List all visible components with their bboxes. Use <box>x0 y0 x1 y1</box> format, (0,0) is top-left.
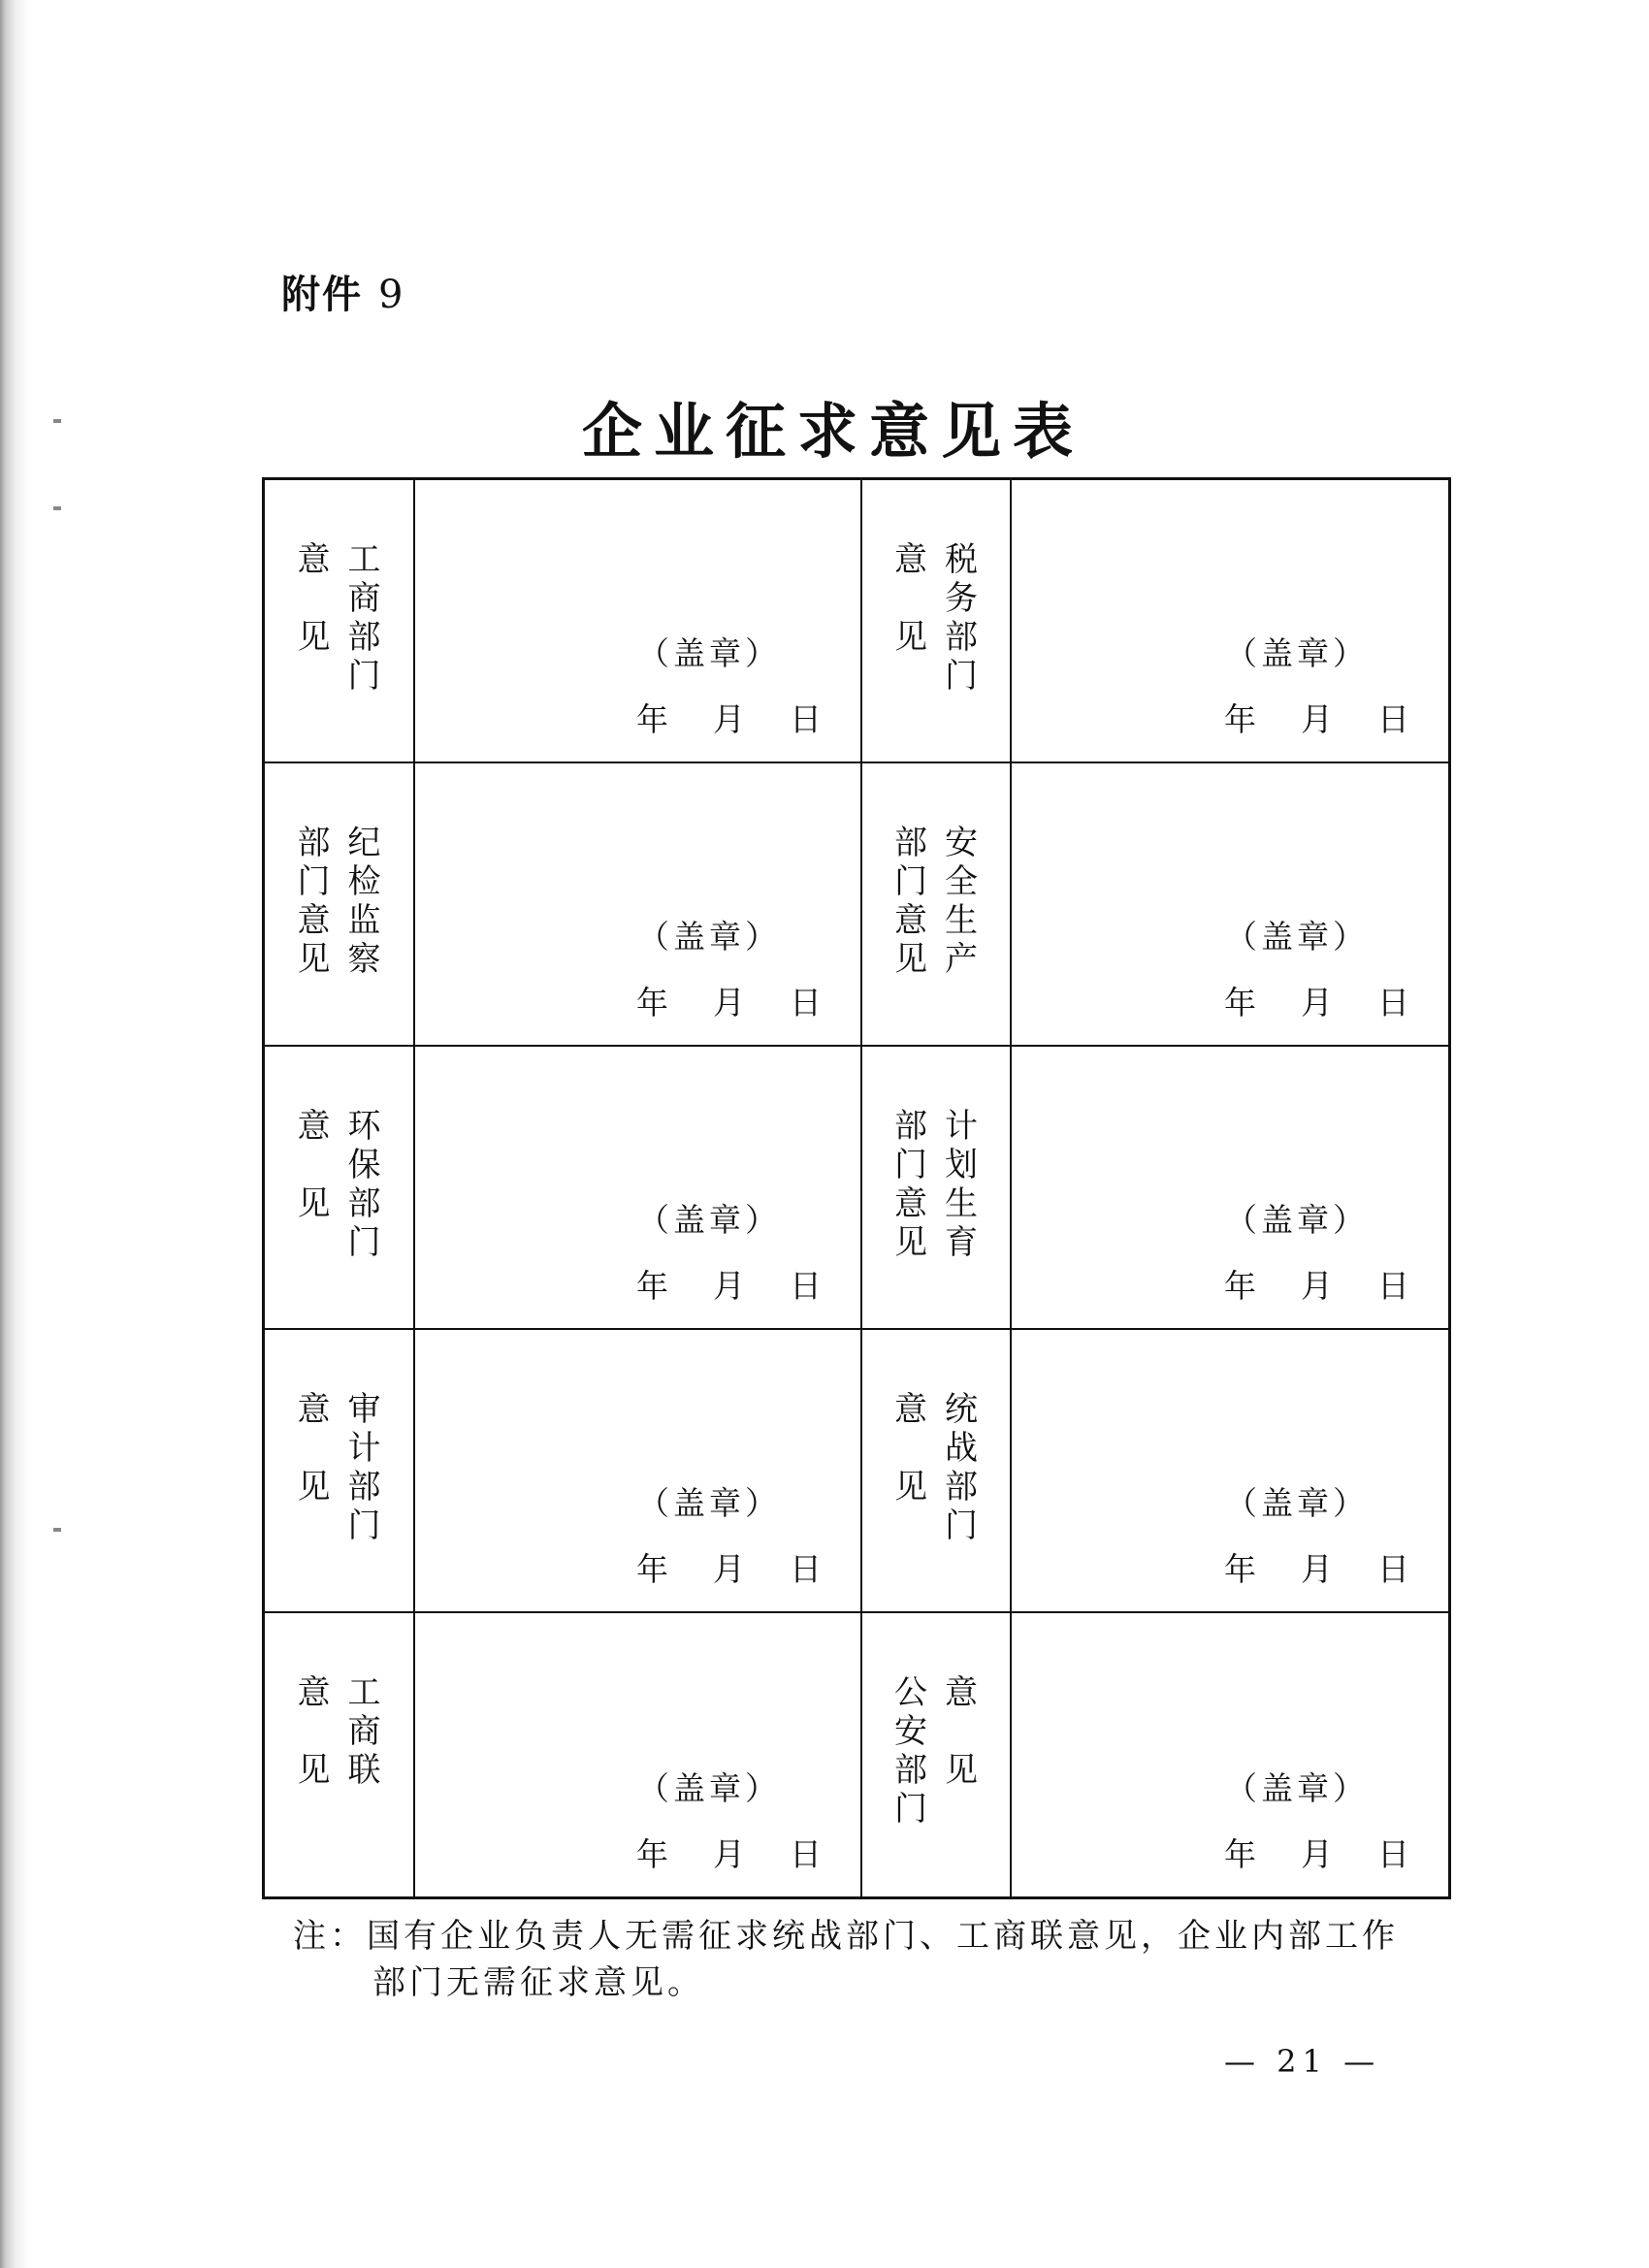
label-char: 意 <box>297 1390 331 1429</box>
seal-placeholder: （盖章） <box>637 1769 781 1807</box>
label-char: 门 <box>894 862 927 901</box>
label-char: 见 <box>297 618 331 657</box>
scan-mark <box>53 506 61 510</box>
date-day-label: 日 <box>1377 1550 1409 1588</box>
label-char: 监 <box>347 901 381 940</box>
vertical-label-column <box>943 824 980 979</box>
label-char: 纪 <box>347 824 381 862</box>
vertical-label-column <box>296 824 333 979</box>
date-day-label: 日 <box>790 1267 822 1305</box>
label-char: 部 <box>894 824 927 862</box>
footnote <box>293 1913 1457 2006</box>
label-char: 部 <box>945 1468 978 1507</box>
date-line <box>1224 1261 1409 1307</box>
label-char: 见 <box>297 1751 331 1790</box>
date-year-label: 年 <box>1224 1835 1256 1873</box>
label-char: 全 <box>945 862 978 901</box>
vertical-label-column <box>892 824 929 979</box>
label-char: 计 <box>945 1107 978 1146</box>
label-char: 意 <box>297 1107 331 1146</box>
date-month-label: 月 <box>713 1550 745 1588</box>
date-day-label: 日 <box>790 700 822 738</box>
opinion-area-left-5[interactable] <box>415 1613 862 1896</box>
scan-mark <box>53 1528 61 1532</box>
date-day-label: 日 <box>790 1550 822 1588</box>
label-char: 环 <box>347 1107 381 1146</box>
seal-placeholder: （盖章） <box>637 1484 781 1522</box>
label-char: 门 <box>347 1223 381 1262</box>
date-line <box>1224 1830 1409 1875</box>
label-char: 意 <box>894 1390 927 1429</box>
label-char: 见 <box>297 1184 331 1223</box>
label-char: 见 <box>894 618 927 657</box>
label-char: 产 <box>945 940 978 979</box>
opinion-form-table <box>262 477 1451 1899</box>
label-char: 意 <box>297 901 331 940</box>
label-char: 察 <box>347 940 381 979</box>
label-char: 部 <box>945 618 978 657</box>
label-char: 计 <box>347 1429 381 1468</box>
label-char: 见 <box>945 1751 978 1790</box>
date-month-label: 月 <box>1301 1267 1333 1305</box>
opinion-area-right-5[interactable] <box>1012 1613 1448 1896</box>
opinion-area-right-4[interactable] <box>1012 1330 1448 1613</box>
vertical-label-column <box>892 540 929 657</box>
seal-placeholder: （盖章） <box>637 634 781 672</box>
date-line <box>636 695 822 740</box>
date-line <box>636 978 822 1023</box>
footnote-line-1: 注：国有企业负责人无需征求统战部门、工商联意见，企业内部工作 <box>293 1917 1399 1956</box>
date-month-label: 月 <box>713 1835 745 1873</box>
vertical-label-column <box>892 1673 929 1829</box>
label-char: 统 <box>945 1390 978 1429</box>
label-char: 门 <box>894 1790 927 1829</box>
label-char: 部 <box>894 1107 927 1146</box>
footnote-line-2: 部门无需征求意见。 <box>372 1963 704 2002</box>
label-char: 见 <box>894 1468 927 1507</box>
seal-placeholder: （盖章） <box>1225 634 1369 672</box>
label-char: 育 <box>945 1223 978 1262</box>
opinion-area-right-2[interactable] <box>1012 763 1448 1047</box>
label-char: 战 <box>945 1429 978 1468</box>
label-char: 门 <box>347 657 381 696</box>
date-year-label: 年 <box>1224 984 1256 1021</box>
label-char: 审 <box>347 1390 381 1429</box>
label-char: 检 <box>347 862 381 901</box>
label-char: 意 <box>894 901 927 940</box>
label-char: 联 <box>347 1751 381 1790</box>
opinion-area-left-1[interactable] <box>415 480 862 763</box>
department-label-left-1 <box>265 480 415 763</box>
label-char: 部 <box>297 824 331 862</box>
date-day-label: 日 <box>1377 1267 1409 1305</box>
vertical-label-column <box>892 1107 929 1262</box>
label-char: 安 <box>945 824 978 862</box>
department-label-left-4 <box>265 1330 415 1613</box>
vertical-label-column <box>346 1390 383 1545</box>
date-month-label: 月 <box>713 984 745 1021</box>
vertical-label-column <box>346 540 383 696</box>
vertical-label-column <box>296 1673 333 1790</box>
seal-placeholder: （盖章） <box>1225 918 1369 956</box>
opinion-area-left-4[interactable] <box>415 1330 862 1613</box>
label-char: 门 <box>945 657 978 696</box>
vertical-label-column <box>346 1107 383 1262</box>
label-char: 部 <box>894 1751 927 1790</box>
date-month-label: 月 <box>1301 700 1333 738</box>
seal-placeholder: （盖章） <box>1225 1201 1369 1239</box>
date-year-label: 年 <box>636 1550 668 1588</box>
date-year-label: 年 <box>1224 1550 1256 1588</box>
page-number: — 21 — <box>1224 2043 1381 2080</box>
label-char: 保 <box>347 1146 381 1184</box>
label-char: 意 <box>894 540 927 579</box>
opinion-area-right-3[interactable] <box>1012 1047 1448 1330</box>
opinion-area-left-3[interactable] <box>415 1047 862 1330</box>
vertical-label-column <box>296 1390 333 1507</box>
label-char: 门 <box>894 1146 927 1184</box>
label-char: 见 <box>894 1223 927 1262</box>
date-line <box>1224 1544 1409 1590</box>
vertical-label-column <box>943 1107 980 1262</box>
date-day-label: 日 <box>790 1835 822 1873</box>
vertical-label-column <box>943 1673 980 1790</box>
label-char: 门 <box>945 1507 978 1545</box>
date-year-label: 年 <box>636 1835 668 1873</box>
label-char: 见 <box>894 940 927 979</box>
label-char: 商 <box>347 1712 381 1751</box>
label-char: 生 <box>945 901 978 940</box>
date-year-label: 年 <box>636 1267 668 1305</box>
date-line <box>1224 978 1409 1023</box>
attachment-prefix: 附件 <box>281 272 363 317</box>
seal-placeholder: （盖章） <box>1225 1484 1369 1522</box>
label-char: 见 <box>297 940 331 979</box>
opinion-area-left-2[interactable] <box>415 763 862 1047</box>
date-line <box>636 1544 822 1590</box>
date-year-label: 年 <box>636 700 668 738</box>
label-char: 见 <box>297 1468 331 1507</box>
date-month-label: 月 <box>1301 984 1333 1021</box>
date-year-label: 年 <box>1224 700 1256 738</box>
form-title: 企业征求意见表 <box>582 396 1085 467</box>
label-char: 商 <box>347 579 381 618</box>
label-char: 意 <box>297 1673 331 1712</box>
vertical-label-column <box>296 1107 333 1223</box>
date-month-label: 月 <box>1301 1835 1333 1873</box>
date-month-label: 月 <box>713 1267 745 1305</box>
date-year-label: 年 <box>1224 1267 1256 1305</box>
vertical-label-column <box>943 540 980 696</box>
label-char: 务 <box>945 579 978 618</box>
label-char: 门 <box>347 1507 381 1545</box>
label-char: 公 <box>894 1673 927 1712</box>
vertical-label-column <box>346 824 383 979</box>
date-day-label: 日 <box>1377 1835 1409 1873</box>
date-day-label: 日 <box>790 984 822 1021</box>
department-label-right-1 <box>862 480 1012 763</box>
scan-edge <box>0 0 29 2268</box>
vertical-label-column <box>892 1390 929 1507</box>
seal-placeholder: （盖章） <box>637 918 781 956</box>
opinion-area-right-1[interactable] <box>1012 480 1448 763</box>
department-label-right-3 <box>862 1047 1012 1330</box>
vertical-label-column <box>943 1390 980 1545</box>
department-label-left-5 <box>265 1613 415 1896</box>
label-char: 部 <box>347 618 381 657</box>
date-month-label: 月 <box>713 700 745 738</box>
attachment-number: 9 <box>377 273 405 317</box>
date-month-label: 月 <box>1301 1550 1333 1588</box>
date-line <box>1224 695 1409 740</box>
department-label-left-2 <box>265 763 415 1047</box>
label-char: 意 <box>894 1184 927 1223</box>
department-label-left-3 <box>265 1047 415 1330</box>
label-char: 部 <box>347 1468 381 1507</box>
seal-placeholder: （盖章） <box>1225 1769 1369 1807</box>
label-char: 税 <box>945 540 978 579</box>
date-day-label: 日 <box>1377 700 1409 738</box>
vertical-label-column <box>346 1673 383 1790</box>
date-line <box>636 1830 822 1875</box>
attachment-label <box>281 264 404 319</box>
label-char: 安 <box>894 1712 927 1751</box>
department-label-right-5 <box>862 1613 1012 1896</box>
seal-placeholder: （盖章） <box>637 1201 781 1239</box>
date-line <box>636 1261 822 1307</box>
label-char: 工 <box>347 540 381 579</box>
department-label-right-4 <box>862 1330 1012 1613</box>
date-day-label: 日 <box>1377 984 1409 1021</box>
label-char: 工 <box>347 1673 381 1712</box>
label-char: 门 <box>297 862 331 901</box>
label-char: 划 <box>945 1146 978 1184</box>
label-char: 生 <box>945 1184 978 1223</box>
label-char: 意 <box>297 540 331 579</box>
label-char: 意 <box>945 1673 978 1712</box>
department-label-right-2 <box>862 763 1012 1047</box>
vertical-label-column <box>296 540 333 657</box>
scan-mark <box>53 419 61 423</box>
date-year-label: 年 <box>636 984 668 1021</box>
label-char: 部 <box>347 1184 381 1223</box>
